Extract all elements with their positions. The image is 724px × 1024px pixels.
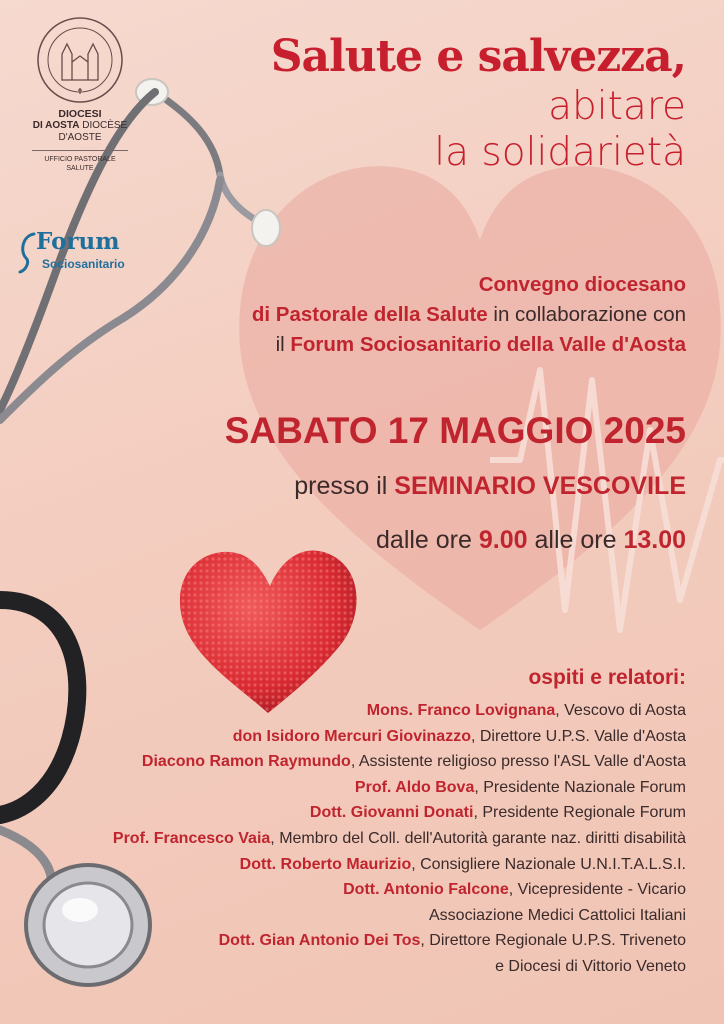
speaker-row: don Isidoro Mercuri Giovinazzo, Direttore U.P.S. Valle d'Aosta xyxy=(232,727,686,745)
forum-sub: Sociosanitario xyxy=(42,257,125,271)
conv-line-1: Convegno diocesano xyxy=(478,273,686,296)
event-hours: dalle ore 9.00 alle ore 13.00 xyxy=(376,526,686,554)
logo-office-text: UFFICIO PASTORALE SALUTE xyxy=(44,156,116,172)
logo-aosta-text: DI AOSTA DIOCÈSE xyxy=(32,120,128,131)
conv-line-3: il Forum Sociosanitario della Valle d'Aosta xyxy=(275,333,686,356)
speaker-row: e Diocesi di Vittorio Veneto xyxy=(495,957,686,975)
speaker-row: Mons. Franco Lovignana, Vescovo di Aosta xyxy=(366,702,686,719)
conv-line-2: di Pastorale della Salute in collaborazione con xyxy=(251,303,686,326)
speaker-row: Dott. Giovanni Donati, Presidente Regionale Forum xyxy=(309,804,686,822)
speakers-heading: ospiti e relatori: xyxy=(528,666,686,689)
logo-divider xyxy=(32,150,128,151)
title-line-3: la solidarietà xyxy=(434,130,686,175)
title-line-2: abitare xyxy=(548,84,686,129)
logo-daoste-text: D'AOSTE xyxy=(58,132,102,143)
poster-title xyxy=(271,30,686,176)
speaker-row: Dott. Roberto Maurizio, Consigliere Nazionale U.N.I.T.A.L.S.I. xyxy=(239,855,686,873)
cathedral-seal-icon xyxy=(34,14,126,106)
speaker-row: Prof. Aldo Bova, Presidente Nazionale Forum xyxy=(354,778,686,796)
event-location: presso il SEMINARIO VESCOVILE xyxy=(294,472,686,500)
diocese-logo xyxy=(20,14,140,173)
speakers-list xyxy=(113,698,686,980)
red-heart-image xyxy=(168,538,368,718)
forum-word: Forum xyxy=(36,228,120,255)
title-line-1: Salute e salvezza, xyxy=(270,31,686,82)
speaker-row: Diacono Ramon Raymundo, Assistente religioso presso l'ASL Valle d'Aosta xyxy=(141,753,686,771)
speaker-row: Dott. Antonio Falcone, Vicepresidente - Vicario xyxy=(343,881,686,899)
logo-diocesi-text: DIOCESI xyxy=(58,108,102,120)
speaker-row: Associazione Medici Cattolici Italiani xyxy=(429,906,686,924)
speaker-row: Dott. Gian Antonio Dei Tos, Direttore Regionale U.P.S. Triveneto xyxy=(218,932,686,950)
event-date: SABATO 17 MAGGIO 2025 xyxy=(224,410,686,451)
speaker-row: Prof. Francesco Vaia, Membro del Coll. dell'Autorità garante naz. diritti disabilità xyxy=(112,829,686,847)
event-description xyxy=(252,270,686,360)
